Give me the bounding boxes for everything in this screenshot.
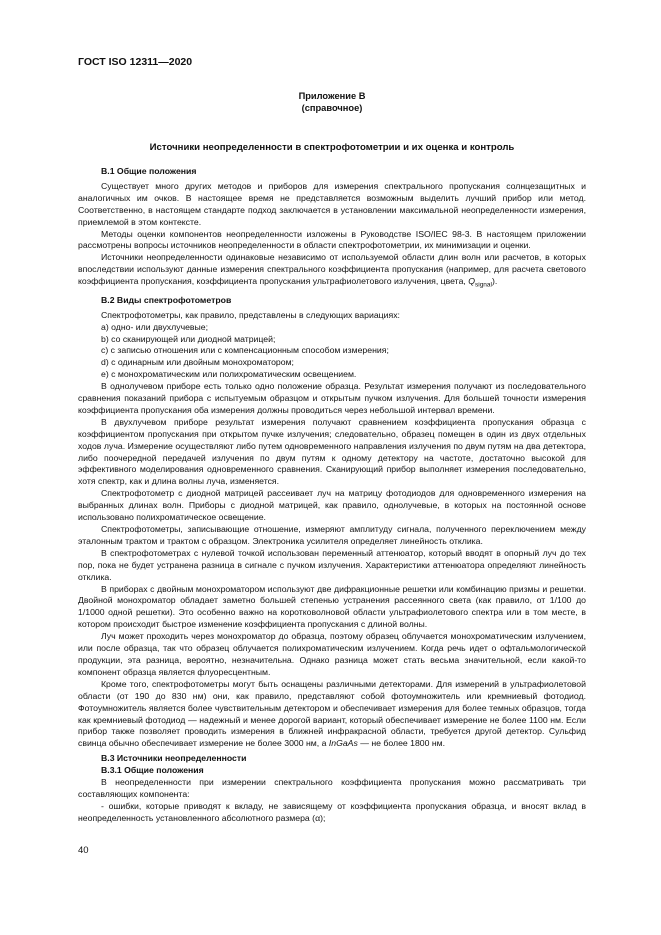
list-item: a) одно- или двухлучевые; [101, 321, 209, 332]
paragraph: В неопределенности при измерении спектрального коэффициента пропускания можно рассматривать три составляющих компонента: [78, 777, 586, 799]
main-title: Источники неопределенности в спектрофотометрии и их оценка и контроль [149, 142, 515, 153]
paragraph: Кроме того, спектрофотометры могут быть оснащены различными детекторами. Для измерений в ультрафиолетовой области (от 190 до 830 нм) они, как правило, представляют собой фотоумножитель или кремниевый фотодиод. Фотоумножитель является более чувствительным детектором и обеспечивает измерения для более темных образцов, тогда как кремниевый фотодиод — надежный и менее дорогой вариант, который обеспечивает измерение не более 1100 нм. Если прибор также позволяет проводить измерения в ближней инфракрасной области, требуется другой детектор. Сульфид свинца обычно обеспечивает измерение не более 3000 нм, а InGaAs — не более 1800 нм. [78, 678, 586, 749]
paragraph: - ошибки, которые приводят к вкладу, не зависящему от коэффициента пропускания образца, и вносят вклад в неопределенность установленного абсолютного размера (α); [78, 800, 586, 823]
subsection-heading: В.3.1 Общие положения [101, 765, 204, 776]
paragraph: В спектрофотометрах с нулевой точкой использован переменный аттенюатор, который вводят в опорный луч до тех пор, пока не будет устранена разница в сигнале с пучком излучения. Характеристики аттенюатора определяют линейность отклика. [78, 547, 586, 582]
list-item: b) со сканирующей или диодной матрицей; [101, 333, 276, 344]
section-heading: В.3 Источники неопределенности [101, 753, 247, 764]
paragraph: Луч может проходить через монохроматор до образца, поэтому образец облучается монохроматическим излучением, или после образца, так что образец облучается полихроматическим излучением. Когда речь идет о офтальмологической продукции, эта разница, вероятно, незначительна. Однако разница может стать весьма значительной, если какой-то компонент образца является флуоресцентным. [78, 631, 586, 677]
paragraph: Существует много других методов и приборов для измерения спектрального пропускания солнцезащитных и аналогичных им очков. В настоящее время не представляется возможным выделить лучший прибор или метод. Соответственно, в настоящем стандарте подход заключается в установлении максимальной неопределенности измерения, приемлемой в этом контексте. [78, 180, 586, 227]
paragraph: В однолучевом приборе есть только одно положение образца. Результат измерения получают из последовательного сравнения показаний прибора с испытуемым образцом и открытым пучком излучения. Для большей точности измерения коэффициента пропускания оба измерения должны проводиться через небольшой интервал времени. [78, 381, 586, 415]
appendix-title: Приложение В [298, 91, 366, 101]
appendix-subtitle: (справочное) [301, 103, 363, 113]
section-heading: В.2 Виды спектрофотометров [101, 294, 232, 305]
document-body [78, 166, 586, 825]
page-number: 40 [78, 845, 89, 856]
paragraph: Спектрофотометры, как правило, представлены в следующих вариациях: [101, 309, 400, 320]
paragraph: Источники неопределенности одинаковые независимо от используемой области длин волн или расчетов, в которых впоследствии используют данные измерения спектрального коэффициента пропускания (например, для расчета светового коэффициента пропускания, коэффициента пропускания ультрафиолетового излучения, цвета, $Q_{signal}$). [78, 252, 586, 289]
paragraph: В приборах с двойным монохроматором используют две дифракционные решетки или комбинацию призмы и решетки. Двойной монохроматор обладает заметно большей степенью устранения рассеянного света (как правило, от 1/100 до 1/1000 одной решетки). Это особенно важно на коротковолновой области ультрафиолетового спектра или в том месте, в котором происходит быстрое изменение коэффициента пропускания с длиной волны. [78, 583, 586, 630]
list-item: c) с записью отношения или с компенсационным способом измерения; [101, 345, 389, 356]
list-item: e) с монохроматическим или полихроматическим освещением. [101, 369, 357, 380]
paragraph: Спектрофотометр с диодной матрицей рассеивает луч на матрицу фотодиодов для одновременного измерения на выбранных длинах волн. Приборы с диодной матрицей, как правило, однолучевые, в которых на постоянной основе использовано полихроматическое освещение. [78, 488, 586, 523]
list-item: d) с одинарным или двойным монохроматором; [101, 357, 294, 368]
paragraph: Спектрофотометры, записывающие отношение, измеряют амплитуду сигнала, полученного переключением между эталонным трактом и трактом с образцом. Электроника усилителя определяет линейность отклика. [78, 524, 586, 546]
paragraph: В двухлучевом приборе результат измерения получают сравнением коэффициента пропускания образца с коэффициентом пропускания при открытом пучке излучения; следовательно, образец помещен в один из двух отдельных ходов луча. Измерение осуществляют либо путем одновременного направления излучения по двум путям на два детектора, либо поочередной передачей излучения по двум путям к одному детектору на частоте, достаточно высокой для эффективного моделирования одновременного сравнения. Сканирующий прибор выполняет измерения последовательно, хотя спектр, как и длина волны луча, изменяется. [78, 416, 586, 487]
paragraph: Методы оценки компонентов неопределенности изложены в Руководстве ISO/IEC 98-3. В настоящем приложении рассмотрены вопросы источников неопределенности в области спектрофотометрии, их минимизации и оценки. [78, 228, 586, 251]
section-heading: В.1 Общие положения [101, 166, 197, 176]
document-header: ГОСТ ISO 12311—2020 [78, 56, 193, 68]
